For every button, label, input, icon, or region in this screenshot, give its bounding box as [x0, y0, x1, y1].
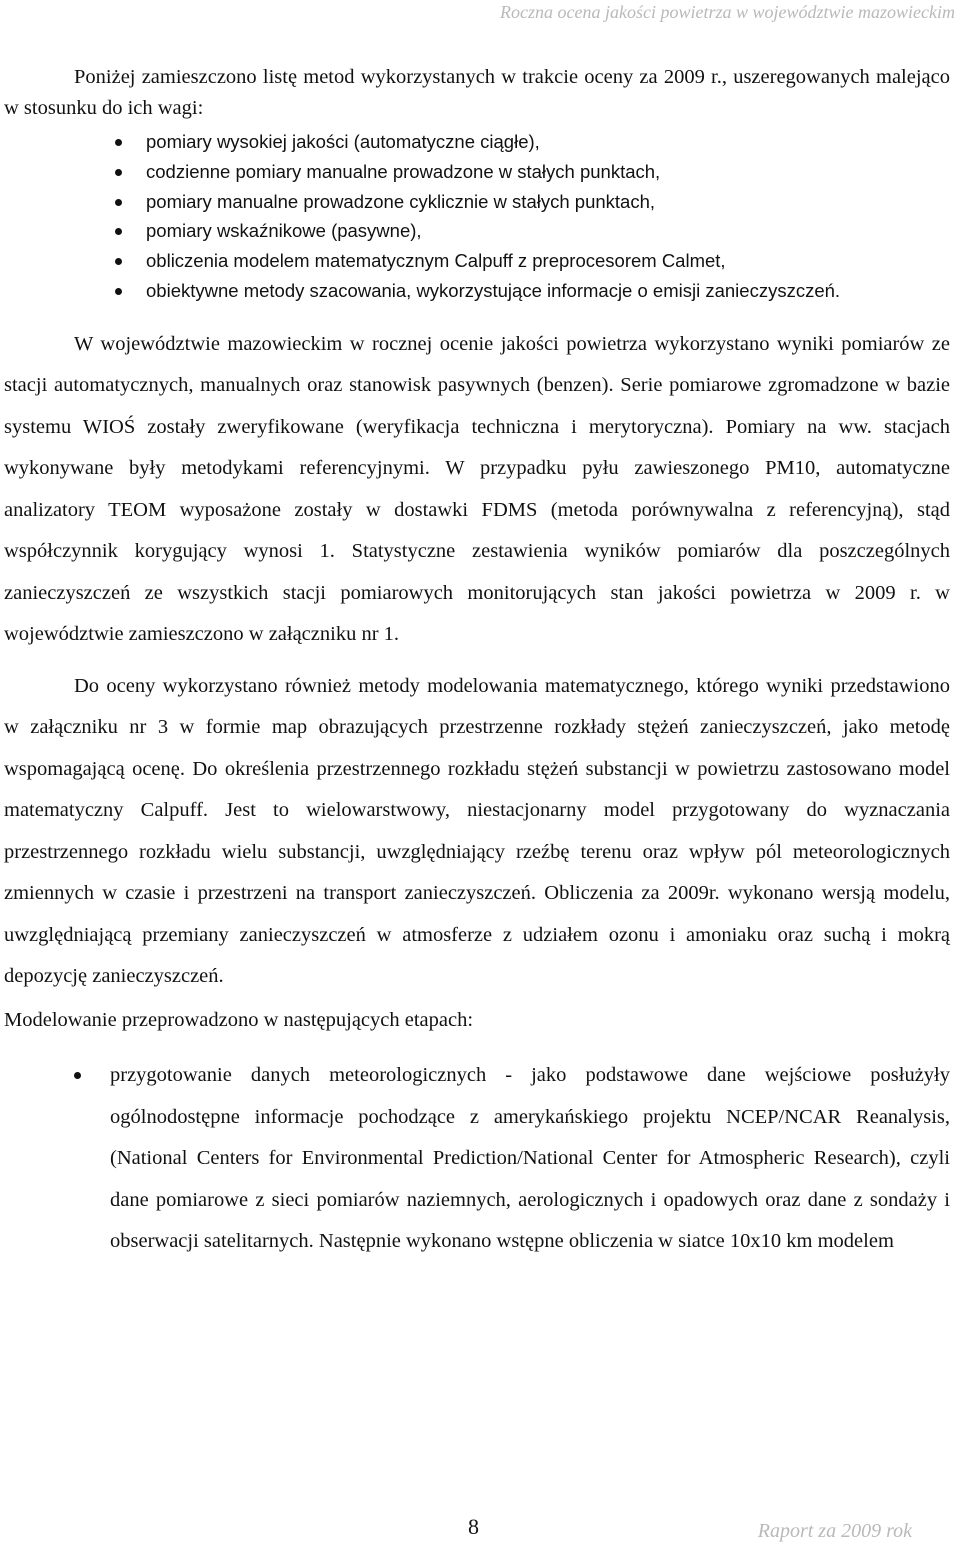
list-item: codzienne pomiary manualne prowadzone w stałych punktach, [4, 157, 950, 187]
page-content [4, 62, 950, 1263]
list-item: pomiary manualne prowadzone cyklicznie w stałych punktach, [4, 187, 950, 217]
page-number: 8 [468, 1514, 479, 1539]
running-footer: Raport za 2009 rok [757, 1520, 912, 1542]
list-item: przygotowanie danych meteorologicznych - jako podstawowe dane wejściowe posłużyły ogólnodostępne informacje pochodzące z amerykańskiego projektu NCEP/NCAR Reanalysis, (National Centers for Environmental Prediction/National Center for Atmospheric Research), czyli dane pomiarowe z sieci pomiarów naziemnych, aerologicznych i opadowych oraz dane z sondaży i obserwacji satelitarnych. Następnie wykonano wstępne obliczenia w siatce 10x10 km modelem [4, 1055, 950, 1263]
running-header: Roczna ocena jakości powietrza w województwie mazowieckim [500, 2, 955, 22]
intro-paragraph: Poniżej zamieszczono listę metod wykorzystanych w trakcie oceny za 2009 r., uszeregowanych malejąco w stosunku do ich wagi: [4, 66, 950, 119]
stages-list [4, 1055, 950, 1263]
stages-intro-paragraph: Modelowanie przeprowadzono w następujących etapach: [4, 1008, 474, 1031]
measurements-paragraph: W województwie mazowieckim w rocznej ocenie jakości powietrza wykorzystano wyniki pomiarów ze stacji automatycznych, manualnych oraz stanowisk pasywnych (benzen). Serie pomiarowe zgromadzone w bazie systemu WIOŚ zostały zweryfikowane (weryfikacja techniczna i merytoryczna). Pomiary na ww. stacjach wykonywane były metodykami referencyjnymi. W przypadku pyłu zawieszonego PM10, automatyczne analizatory TEOM wyposażone zostały w dostawki FDMS (metoda porównywalna z referencyjną), stąd współczynnik korygujący wynosi 1. Statystyczne zestawienia wyników pomiarów dla poszczególnych zanieczyszczeń ze wszystkich stacji pomiarowych monitorujących stan jakości powietrza w 2009 r. w województwie zamieszczono w załączniku nr 1. [4, 332, 950, 646]
list-item: obliczenia modelem matematycznym Calpuff z preprocesorem Calmet, [4, 246, 950, 276]
list-item: pomiary wysokiej jakości (automatyczne ciągłe), [4, 127, 950, 157]
methods-list [4, 127, 950, 306]
modelling-paragraph: Do oceny wykorzystano również metody modelowania matematycznego, którego wyniki przedstawiono w załączniku nr 3 w formie map obrazujących przestrzenne rozkłady stężeń zanieczyszczeń, jako metodę wspomagającą ocenę. Do określenia przestrzennego rozkładu stężeń substancji w powietrzu zastosowano model matematyczny Calpuff. Jest to wielowarstwowy, niestacjonarny model przygotowany do wyznaczania przestrzennego rozkładu wielu substancji, uwzględniający rzeźbę terenu oraz wpływ pól meteorologicznych zmiennych w czasie i przestrzeni na transport zanieczyszczeń. Obliczenia za 2009r. wykonano wersją modelu, uwzględniającą przemiany zanieczyszczeń w atmosferze z udziałem ozonu i amoniaku oraz suchą i mokrą depozycję zanieczyszczeń. [4, 674, 950, 988]
list-item: pomiary wskaźnikowe (pasywne), [4, 216, 950, 246]
list-item: obiektywne metody szacowania, wykorzystujące informacje o emisji zanieczyszczeń. [4, 276, 950, 306]
